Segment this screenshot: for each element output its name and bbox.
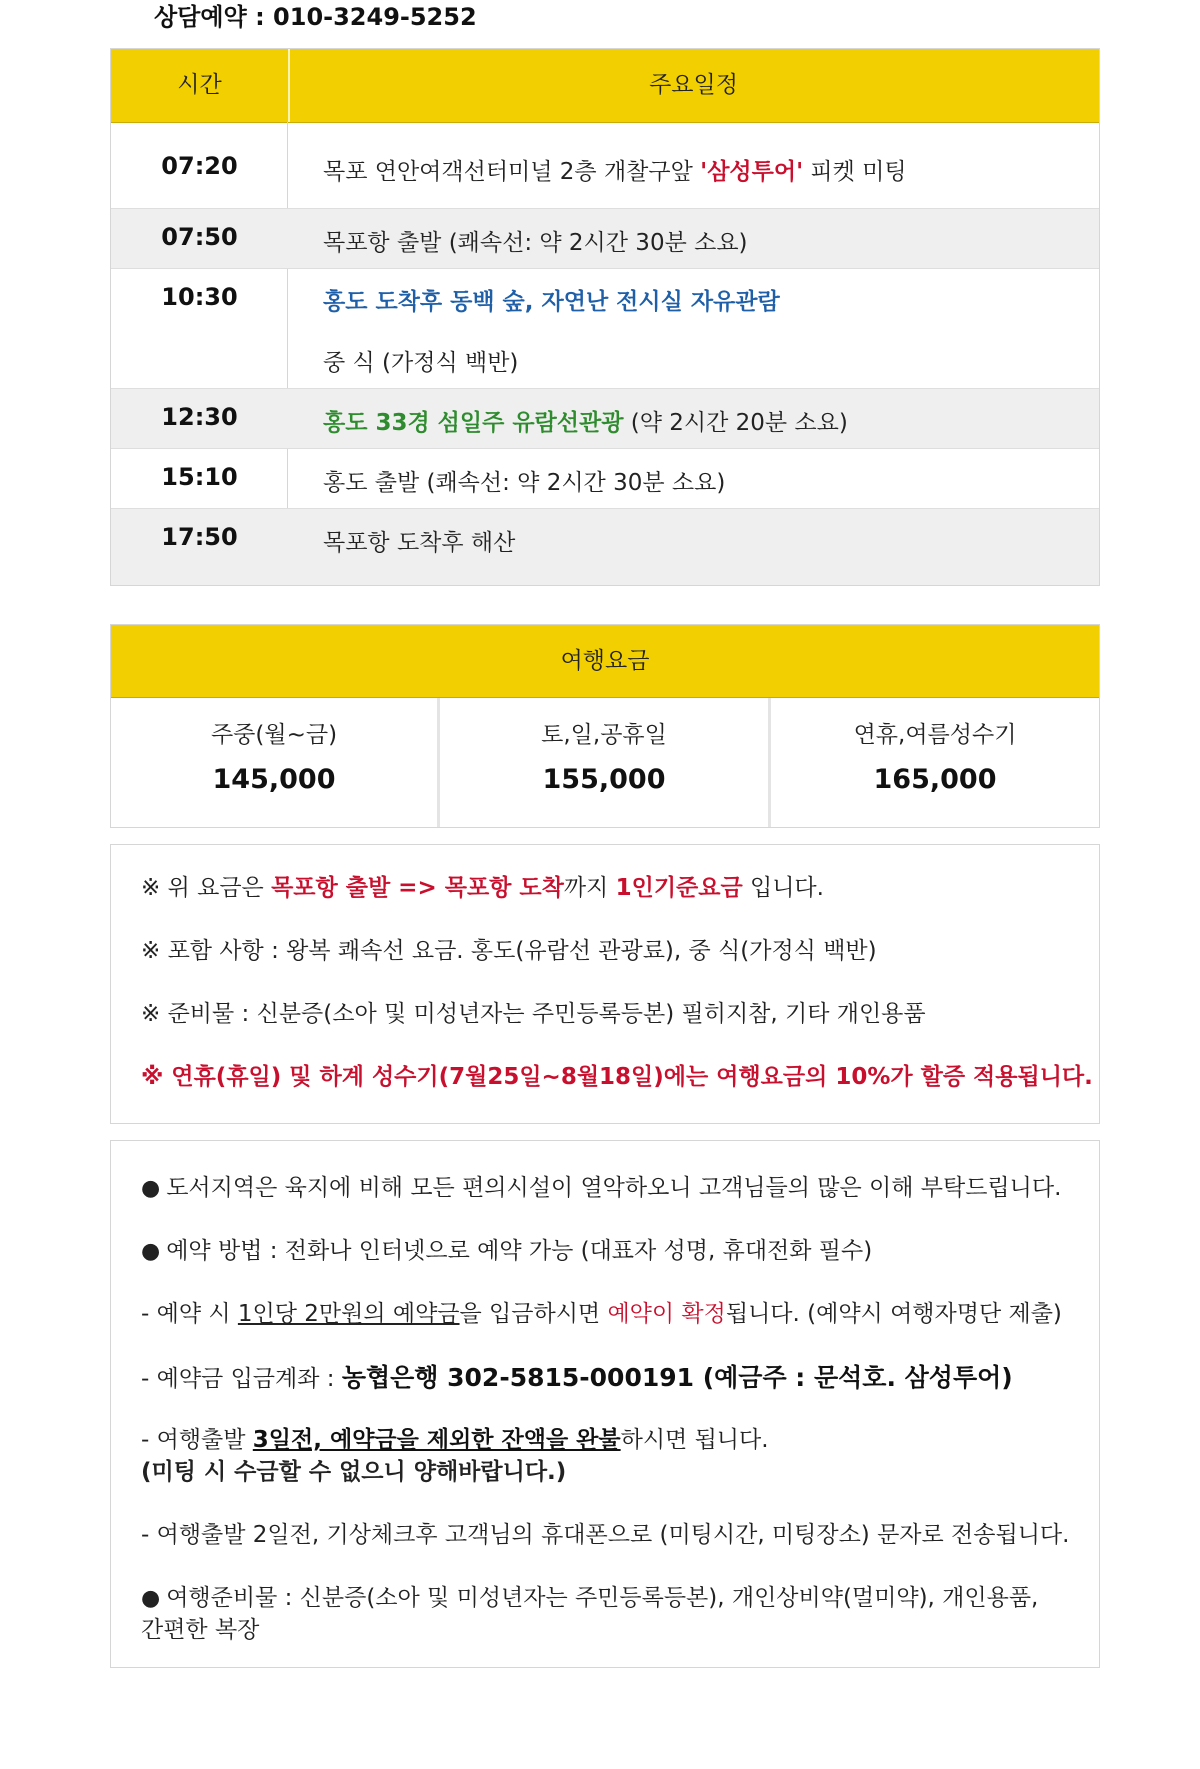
- booking-info: [110, 1140, 1100, 1668]
- row-desc: 홍도 도착후 동백 숲, 자연난 전시실 자유관람: [323, 289, 780, 315]
- row-desc: 목포항 도착후 해산: [323, 530, 516, 556]
- price-value: 155,000: [542, 764, 666, 795]
- row-time: 17:50: [161, 523, 238, 551]
- info-line-account: - 예약금 입금계좌 : 농협은행 302-5815-000191 (예금주 : 문석호. 삼성투어): [141, 1363, 1013, 1392]
- row-time: 07:50: [161, 223, 238, 251]
- info-line: ● 여행준비물 : 신분증(소아 및 미성년자는 주민등록등본), 개인상비약(멀미약), 개인용품,: [141, 1585, 1039, 1611]
- row-desc: 목포 연안여객선터미널 2층 개찰구앞 '삼성투어' 피켓 미팅: [323, 159, 907, 185]
- price-label: 연휴,여름성수기: [853, 722, 1017, 748]
- info-line-warning: (미팅 시 수금할 수 없으니 양해바랍니다.): [141, 1459, 567, 1485]
- price-value: 165,000: [873, 764, 997, 795]
- schedule-row: [111, 268, 1099, 388]
- note-line-surcharge: ※ 연휴(휴일) 및 하계 성수기(7월25일~8월18일)에는 여행요금의 10%가 할증 적용됩니다.: [141, 1064, 1093, 1090]
- bullet-icon: ●: [141, 1586, 161, 1611]
- price-label: 토,일,공휴일: [541, 722, 667, 748]
- row-desc: 홍도 33경 섬일주 유람선관광 (약 2시간 20분 소요): [323, 410, 848, 436]
- info-line: - 예약 시 1인당 2만원의 예약금을 입금하시면 예약이 확정됩니다. (예약시 여행자명단 제출): [141, 1301, 1062, 1327]
- schedule-row: [111, 508, 1099, 585]
- price-label: 주중(월~금): [210, 722, 338, 748]
- price-value: 145,000: [212, 764, 336, 795]
- price-cell-weekend: [440, 698, 768, 827]
- info-line: ● 도서지역은 육지에 비해 모든 편의시설이 열악하오니 고객님들의 많은 이해 부탁드립니다.: [141, 1175, 1062, 1201]
- note-line: ※ 포함 사항 : 왕복 쾌속선 요금. 홍도(유람선 관광료), 중 식(가정식 백반): [141, 938, 877, 964]
- note-line: ※ 위 요금은 목포항 출발 => 목포항 도착까지 1인기준요금 입니다.: [141, 875, 824, 901]
- price-table: [110, 624, 1100, 828]
- row-time: 15:10: [161, 463, 238, 491]
- info-line: - 여행출발 2일전, 기상체크후 고객님의 휴대폰으로 (미팅시간, 미팅장소) 문자로 전송됩니다.: [141, 1522, 1070, 1548]
- info-line: 간편한 복장: [141, 1617, 260, 1643]
- bullet-icon: ●: [141, 1176, 161, 1201]
- schedule-table: [110, 48, 1100, 586]
- price-header: 여행요금: [111, 625, 1099, 698]
- schedule-row: [111, 208, 1099, 268]
- row-desc-lunch: 중 식 (가정식 백반): [323, 350, 519, 376]
- header-time: 시간: [111, 49, 290, 122]
- info-line: - 여행출발 3일전, 예약금을 제외한 잔액을 완불하시면 됩니다.: [141, 1427, 769, 1453]
- price-cell-peak: [771, 698, 1099, 827]
- header-main-schedule: 주요일정: [649, 72, 738, 98]
- bullet-icon: ●: [141, 1239, 161, 1264]
- schedule-header: [111, 49, 1099, 123]
- row-time: 07:20: [161, 152, 238, 180]
- schedule-row: [111, 122, 1099, 208]
- row-time: 10:30: [161, 283, 238, 311]
- info-line: ● 예약 방법 : 전화나 인터넷으로 예약 가능 (대표자 성명, 휴대전화 필수): [141, 1238, 873, 1264]
- schedule-row: [111, 388, 1099, 448]
- row-desc: 홍도 출발 (쾌속선: 약 2시간 30분 소요): [323, 470, 726, 496]
- contact-phone: 상담예약 : 010-3249-5252: [154, 3, 477, 31]
- schedule-row: [111, 448, 1099, 508]
- price-notes: [110, 844, 1100, 1124]
- note-line: ※ 준비물 : 신분증(소아 및 미성년자는 주민등록등본) 필히지참, 기타 개인용품: [141, 1001, 926, 1027]
- row-desc: 목포항 출발 (쾌속선: 약 2시간 30분 소요): [323, 230, 748, 256]
- price-cell-weekday: [111, 698, 437, 827]
- row-time: 12:30: [161, 403, 238, 431]
